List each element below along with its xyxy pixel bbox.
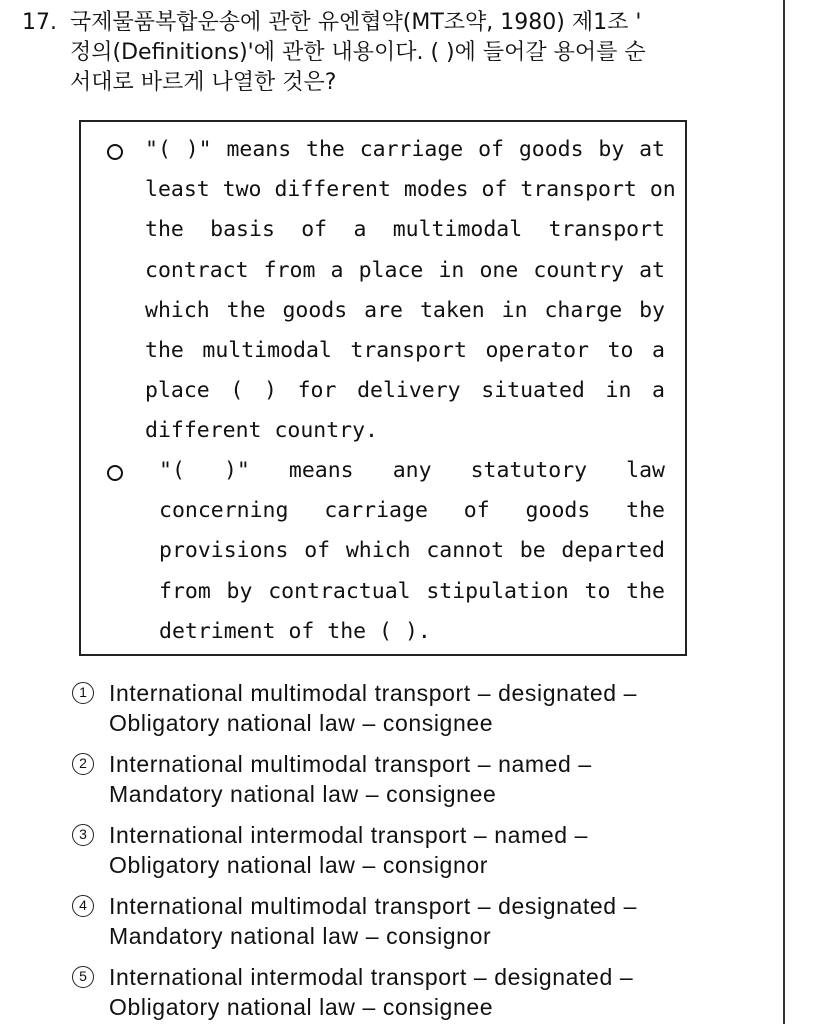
definition-line: detriment of the ( ).: [159, 618, 431, 644]
definition-line: provisions of which cannot be departed: [159, 538, 665, 564]
option-3[interactable]: [72, 819, 772, 890]
definition-line: different country.: [145, 418, 378, 444]
option-number-circle: 1: [72, 682, 94, 704]
option-text-line-1: International multimodal transport – named –: [109, 751, 592, 777]
option-1[interactable]: [72, 677, 772, 748]
option-4[interactable]: [72, 890, 772, 961]
option-5[interactable]: [72, 961, 772, 1032]
question-line-3: 서대로 바르게 나열한 것은?: [70, 70, 337, 95]
option-number-circle: 4: [72, 895, 94, 917]
question-number: 17.: [22, 10, 57, 35]
option-text-line-2: Mandatory national law – consignor: [109, 923, 492, 949]
option-number-circle: 2: [72, 753, 94, 775]
question-line-1: 17. 국제물품복합운송에 관한 유엔협약(MT조약, 1980) 제1조 ': [22, 8, 767, 38]
definition-line: place ( ) for delivery situated in a: [145, 378, 665, 404]
question-stem: [22, 8, 767, 98]
definition-line: from by contractual stipulation to the: [159, 578, 665, 604]
option-text-line-1: International multimodal transport – designated –: [109, 893, 638, 919]
definition-line: least two different modes of transport on: [145, 177, 676, 203]
definition-line: concerning carriage of goods the: [159, 498, 665, 524]
option-text-line-2: Obligatory national law – consignor: [109, 852, 488, 878]
bullet-circle-icon: [107, 144, 123, 160]
definition-line: "( )" means any statutory law: [159, 458, 665, 483]
option-number-circle: 3: [72, 824, 94, 846]
bullet-circle-icon: [107, 465, 123, 481]
definition-line: the basis of a multimodal transport: [145, 217, 665, 243]
option-2[interactable]: [72, 748, 772, 819]
definition-line: which the goods are taken in charge by: [145, 297, 665, 323]
definition-line: "( )" means the carriage of goods by at: [145, 137, 665, 162]
option-number-circle: 5: [72, 966, 94, 988]
option-text-line-1: International intermodal transport – named –: [109, 822, 588, 848]
definition-box: [79, 120, 687, 656]
option-text-line-2: Obligatory national law – consignee: [109, 994, 494, 1020]
page-column-divider: [783, 0, 785, 1024]
option-text-line-1: International intermodal transport – designated –: [109, 964, 634, 990]
definition-1: [145, 130, 676, 452]
option-text-line-1: International multimodal transport – designated –: [109, 680, 638, 706]
question-line-2: 정의(Definitions)'에 관한 내용이다. ( )에 들어갈 용어를 순: [70, 40, 646, 65]
definition-line: contract from a place in one country at: [145, 257, 665, 283]
definition-2: [159, 451, 665, 652]
option-text-line-2: Obligatory national law – consignee: [109, 710, 494, 736]
definition-line: the multimodal transport operator to a: [145, 337, 665, 363]
answer-options: [72, 677, 772, 1032]
option-text-line-2: Mandatory national law – consignee: [109, 781, 497, 807]
